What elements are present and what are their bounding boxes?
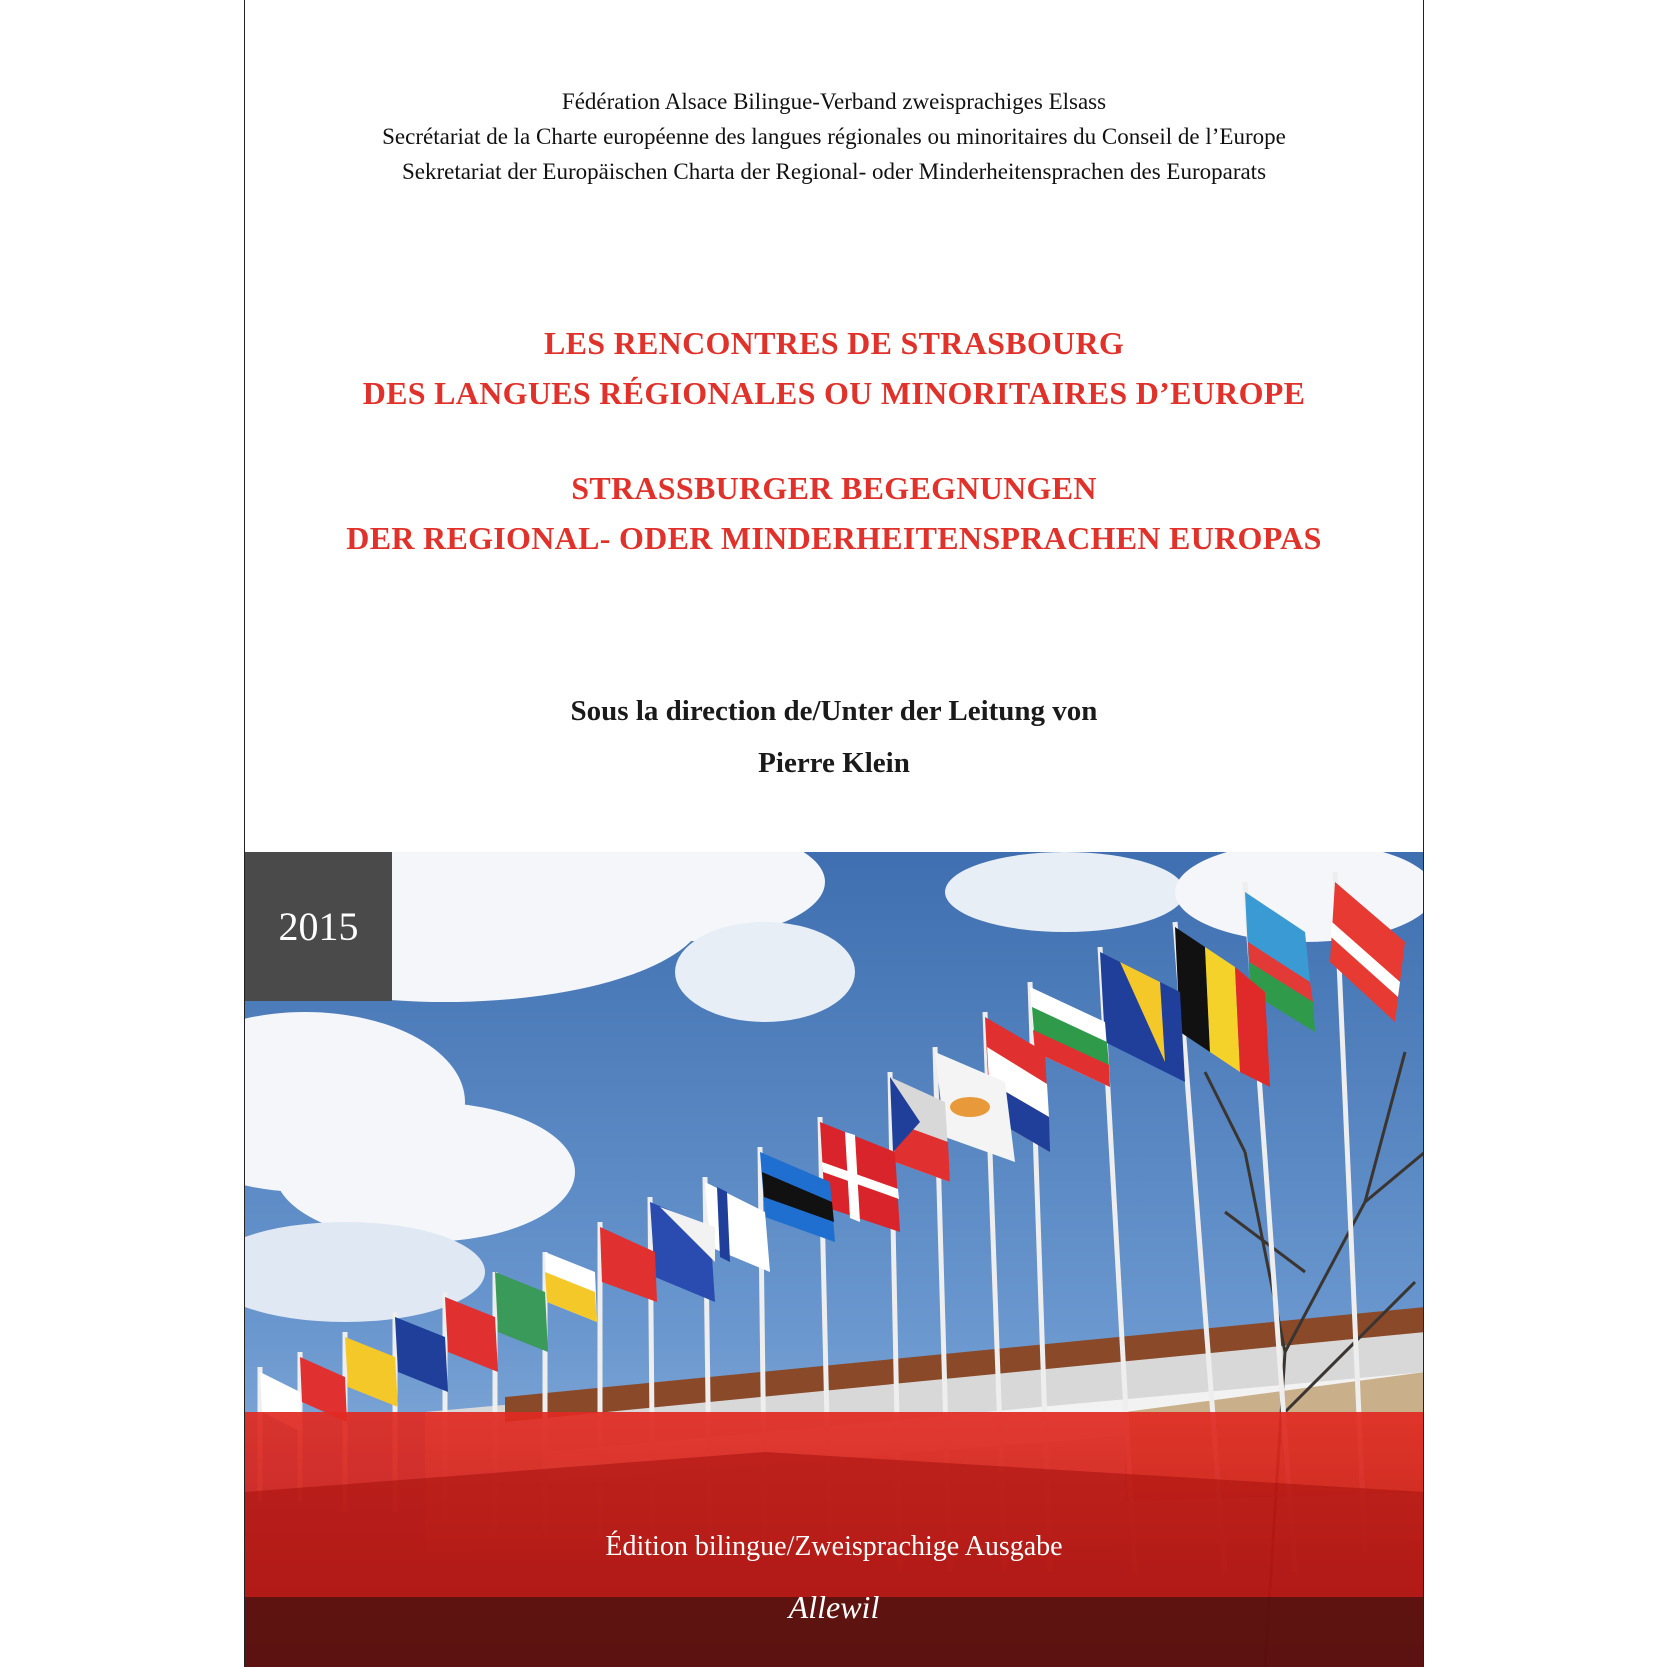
title-french	[245, 318, 1423, 418]
publisher-line: Fédération Alsace Bilingue-Verband zweisprachiges Elsass	[561, 89, 1107, 114]
edition-label: Édition bilingue/Zweisprachige Ausgabe	[605, 1531, 1063, 1562]
publisher-line: Sekretariat der Europäischen Charta der Regional- oder Minderheitensprachen des Europarats	[401, 159, 1267, 184]
title-line: LES RENCONTRES DE STRASBOURG	[543, 325, 1125, 361]
editorship	[245, 685, 1423, 789]
editor-name: Pierre Klein	[758, 747, 910, 779]
title-german	[245, 463, 1423, 563]
publisher-imprint: Allewil	[788, 1589, 880, 1625]
direction-label: Sous la direction de/Unter der Leitung von	[570, 695, 1098, 727]
book-cover	[244, 0, 1424, 1667]
year-badge: 2015	[245, 852, 392, 1001]
title-line: STRASSBURGER BEGEGNUNGEN	[571, 470, 1097, 506]
publisher-lines	[245, 84, 1423, 189]
title-line: DER REGIONAL- ODER MINDERHEITENSPRACHEN EUROPAS	[346, 520, 1322, 556]
title-line: DES LANGUES RÉGIONALES OU MINORITAIRES D’EUROPE	[362, 375, 1306, 411]
publisher-line: Secrétariat de la Charte européenne des langues régionales ou minoritaires du Conseil de l’Europe	[382, 124, 1286, 149]
